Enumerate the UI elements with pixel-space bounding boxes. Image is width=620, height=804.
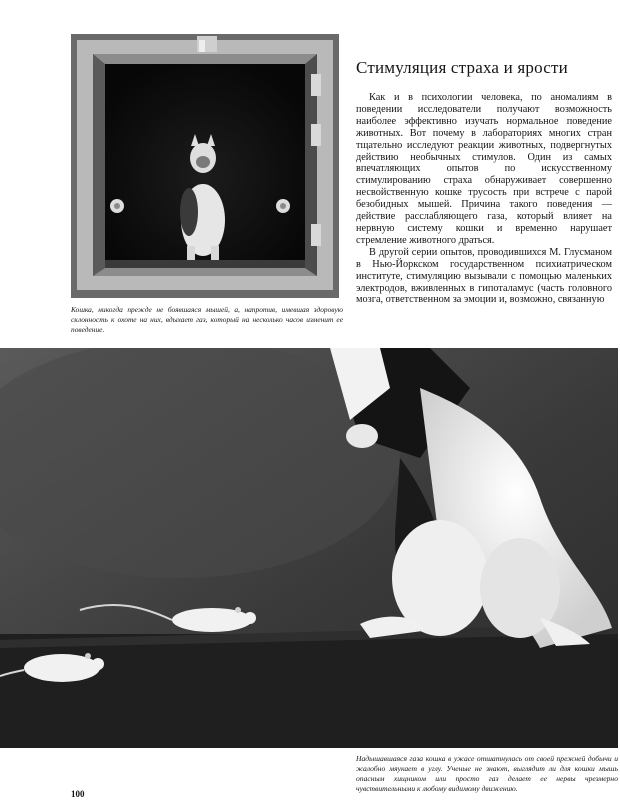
body-paragraph: Как и в психологии человека, по аномалиям в поведении исследователи получают возможность наиболее эффективно изучать нормальное поведение животных. Вот почему в лабораториях многих стран тщательно исследуют реакции животных, подвергнутых действию необычных стимулов. Один из самых впечатляющих опытов по искусственному стимулированию страха обнаруживает совершенно несвойственную кошке трусость при встрече с парой безобидных мышей. Причина такого поведения — действие расслабляющего газа, который влияет на нервную систему кошки и временно нарушает стремление животного драться. <box>356 92 612 246</box>
page-number: 100 <box>71 789 85 799</box>
top-figure-caption: Кошка, никогда прежде не боявшаяся мышей, а, напротив, имевшая здоровую склонность к охоте на них, вдыхает газ, который на несколько часов изменит ее поведение. <box>71 305 343 334</box>
body-paragraph: В другой серии опытов, проводившихся М. Глусманом в Нью-Йоркском государственном психиатрическом институте, стимуляцию вызывали с помощью маленьких электродов, вживленных в гипоталамус (часть головного мозга, ответственном за эмоции и, возможно, связанную <box>356 246 612 306</box>
article-title: Стимуляция страха и ярости <box>356 58 568 77</box>
bottom-figure-caption: Надышавшаяся газа кошка в ужасе отшатнулась от своей прежней добычи и жалобно мяукает в углу. Ученые не знают, выглядит ли для кошки мышь опасным хищником или просто газ делает ее нервы чрезмерно чувствительными к любому видимому движению. <box>356 754 618 793</box>
article-body <box>356 92 612 306</box>
cat-in-gas-chamber-photo <box>71 34 339 298</box>
frightened-cat-and-mice-photo <box>0 348 618 748</box>
